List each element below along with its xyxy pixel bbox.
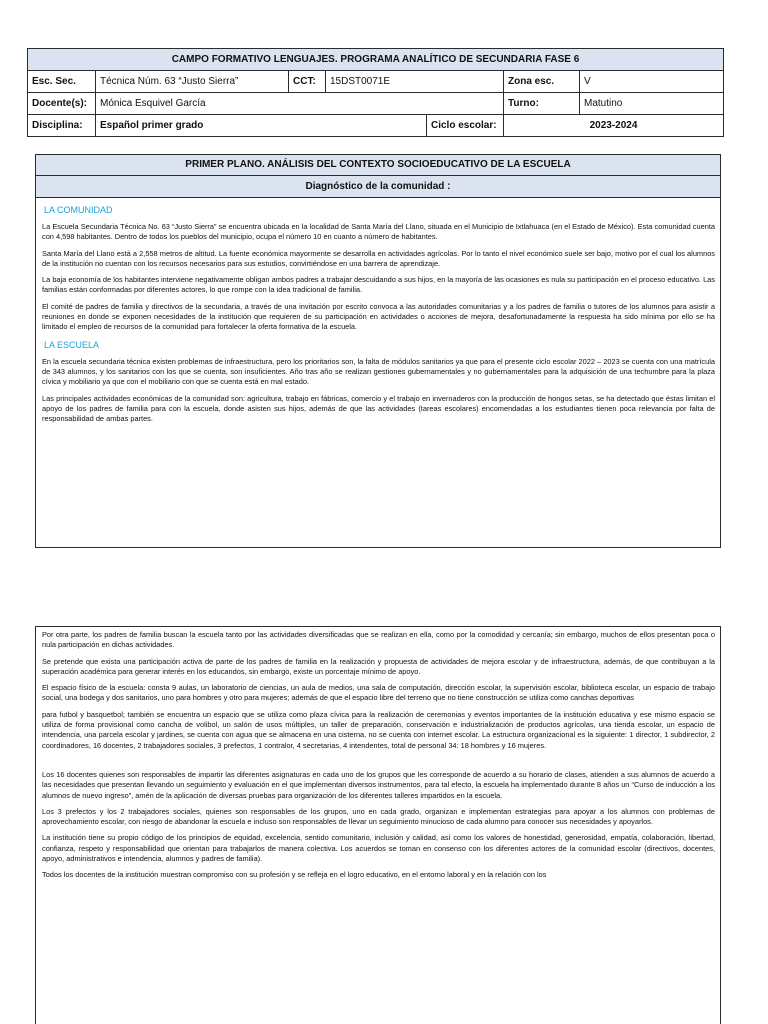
continuation-paragraph: La institución tiene su propio código de los principios de equidad, excelencia, sentido comunitario, inclusión y calidad, así como los valores de honestidad, generosidad, empatía, colaboración, libertad, confianza, respeto y responsabilidad que orientan para trabajarlos de manera colectiva. Los acuerdos se toman en consenso con los diferentes actores de la comunidad escolar (directivos, docentes, apoyo, administrativos e intendencia, alumnos y padres de familia). xyxy=(42,833,715,864)
shift-value: Matutino xyxy=(580,93,724,115)
school-heading: LA ESCUELA xyxy=(44,339,100,350)
continuation-paragraph: Los 3 prefectos y los 2 trabajadores sociales, quienes son responsables de los grupos, uno en cada grado, organizan e implementan estrategias para apoyar a los alumnos con problemas de aprovechamiento escolar, con riesgo de abandonar la escuela e incluso son responsables de llevar un seguimiento minucioso de cada alumno para conocer sus necesidades y apoyarlos. xyxy=(42,806,715,827)
continuation-section xyxy=(35,626,721,1024)
paragraph-gap xyxy=(42,757,715,770)
cycle-label: Ciclo escolar: xyxy=(427,115,504,137)
continuation-paragraph: El espacio físico de la escuela: consta 9 aulas, un laboratorio de ciencias, un aula de medios, una sala de computación, dirección escolar, la supervisión escolar, biblioteca escolar, un espacio de trabajo social, una bodega y dos sanitarios, uno para hombres y otro para mujeres; además de que el espacio libre del terreno que no tiene construcción se utiliza como canchas deportivas xyxy=(42,683,715,703)
subject-label: Disciplina: xyxy=(28,115,96,137)
shift-label: Turno: xyxy=(504,93,580,115)
school-paragraph: En la escuela secundaria técnica existen problemas de infraestructura, pero los prioritarios son, la falta de módulos sanitarios ya que para el presente ciclo escolar 2022 – 2023 se cuenta con una matrícula de 343 alumnos, y los sanitarios con los que se cuenta, son insuficientes. Año tras año se realizan gestiones gubernamentales y no gubernamentales para la adquisición de una techumbre para la plaza cívica y mobiliario ya que con el mobiliario con que se cuenta está en mal estado. xyxy=(42,356,715,387)
continuation-paragraph: para futbol y basquetbol; también se encuentra un espacio que se utiliza como plaza cívica para la realización de ceremonias y eventos importantes de la institución educativa y ese mismo espacio se utiliza de forma provisional como cancha de volibol, un salón de usos múltiples, un taller de preparación, conservación e industrialización de productos agrícolas, una tienda escolar, un espacio de intendencia, una parcela escolar y jardines, se cuenta con agua que se almacena en una cisterna, no se cuenta con internet escolar. La estructura organizacional es la siguiente: 1 director, 1 subdirector, 2 coordinadores, 16 docentes, 2 trabajadores sociales, 3 prefectos, 1 contralor, 4 secretarias, 4 intendentes, total de personal 34: 18 hombres y 16 mujeres. xyxy=(42,709,715,750)
zone-label: Zona esc. xyxy=(504,71,580,93)
school-label: Esc. Sec. xyxy=(28,71,96,93)
continuation-paragraph: Se pretende que exista una participación activa de parte de los padres de familia en la realización y propuesta de actividades de mejora escolar y de infraestructura, además, de que contribuyan a la superación académica para generar interés en los educandos, sin embargo, existe un porcentaje mínimo de apoyo. xyxy=(42,656,715,676)
school-paragraph: Las principales actividades económicas de la comunidad son: agricultura, trabajo en fábricas, comercio y el trabajo en invernaderos con la producción de hongos setas, se ha detectado que éstas limitan el apoyo de los padres de familia para con la escuela, donde asisten sus hijos, además de que las actividades (tareas escolares) encomendadas a los estudiantes tienen poca relevancia por falta de responsabilidad de ambas partes. xyxy=(42,393,715,424)
header-table xyxy=(27,48,724,137)
cct-label: CCT: xyxy=(289,71,326,93)
community-paragraph: El comité de padres de familia y directivos de la secundaria, a través de una invitación por escrito convoca a las autoridades comunitarias y a los padres de familia o tutores de los alumnos para asistir a reuniones en donde se exponen necesidades de la institución que requieren de su participación en actividades o acciones de mejora, desafortunadamente la respuesta ha sido mínima por ello se ha limitado el empleo de recursos de la comunidad para fortalecer la oferta formativa de la escuela. xyxy=(42,301,715,332)
section-subtitle: Diagnóstico de la comunidad : xyxy=(36,176,720,198)
section-body xyxy=(36,198,720,424)
community-paragraph: La baja economía de los habitantes interviene negativamente obligan ambos padres a trabajar descuidando a sus hijos, en la mayoría de las ocasiones es nula su participación en el proceso educativo. Las familias están conformadas por diferentes actores, lo que rompe con la idea tradicional de familia. xyxy=(42,275,715,295)
community-paragraph: Santa María del Llano está a 2,558 metros de altitud. La fuente económica mayormente se desarrolla en actividades agrícolas. Por lo tanto el nivel económico suele ser bajo, motivo por el cual los alumnos de la institución no cuentan con los recursos necesarios para sus estudios, convirtiéndose en una barrera de aprendizaje. xyxy=(42,248,715,268)
teacher-label: Docente(s): xyxy=(28,93,96,115)
teacher-value: Mónica Esquivel García xyxy=(96,93,504,115)
cct-value: 15DST0071E xyxy=(326,71,504,93)
continuation-paragraph: Por otra parte, los padres de familia buscan la escuela tanto por las actividades diversificadas que se realizan en ella, como por la comodidad y cercanía; sin embargo, muchos de ellos presentan poca o nula participación en dichas actividades. xyxy=(42,630,715,650)
context-section xyxy=(35,154,721,548)
continuation-paragraph: Todos los docentes de la institución muestran compromiso con su profesión y se refleja en el logro educativo, en el entorno laboral y en la relación con los xyxy=(42,870,547,880)
zone-value: V xyxy=(580,71,724,93)
community-paragraph: La Escuela Secundaria Técnica No. 63 “Justo Sierra” se encuentra ubicada en la localidad de Santa María del Llano, situada en el Municipio de Ixtlahuaca (en el Estado de México). Esta comunidad cuenta con 4,598 habitantes. Dentro de todos los pueblos del municipio, ocupa el número 10 en cuanto a número de habitantes. xyxy=(42,222,715,242)
continuation-paragraph: Los 16 docentes quienes son responsables de impartir las diferentes asignaturas en cada uno de los grupos que les corresponde de acuerdo a su horario de clases, atienden a sus alumnos de acuerdo a las necesidades que presentan llevando un seguimiento y evaluación en el que implementan diversos instrumentos, para tal efecto, la escuela ha implementado durante 8 años un “Curso de inducción a los alumnos de nuevo ingreso”, amén de la aplicación de diversas pruebas para organización de los diferentes talleres impartidos en la escuela. xyxy=(42,769,715,800)
community-heading: LA COMUNIDAD xyxy=(44,205,113,215)
school-value: Técnica Núm. 63 “Justo Sierra” xyxy=(96,71,289,93)
header-title: CAMPO FORMATIVO LENGUAJES. PROGRAMA ANALÍTICO DE SECUNDARIA FASE 6 xyxy=(28,49,724,71)
subject-value: Español primer grado xyxy=(96,115,427,137)
section-title: PRIMER PLANO. ANÁLISIS DEL CONTEXTO SOCIOEDUCATIVO DE LA ESCUELA xyxy=(36,155,720,176)
cycle-value: 2023-2024 xyxy=(504,115,724,137)
